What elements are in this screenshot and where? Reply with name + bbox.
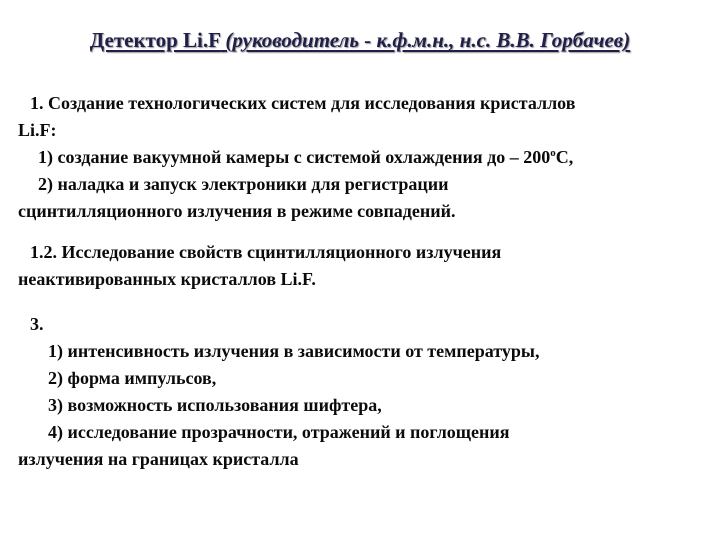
title-lead: Детектор Li.F (89, 28, 221, 52)
section-3-item-3: 3) возможность использования шифтера, (48, 395, 382, 415)
section-3-item-4: 4) исследование прозрачности, отражений и поглощения (48, 422, 510, 442)
section-3-heading: 3. (30, 314, 44, 334)
section-3 (18, 311, 710, 473)
section-3-item-4-cont: излучения на границах кристалла (18, 449, 299, 469)
degree-superscript: o (550, 147, 556, 159)
slide-body (18, 90, 710, 473)
section-2-heading: 1.2. Исследование свойств сцинтилляционного излучения (30, 242, 502, 262)
section-1-item-1-unit: С, (555, 147, 574, 167)
section-1 (18, 90, 710, 225)
section-3-item-2: 2) форма импульсов, (48, 368, 217, 388)
section-2-heading-cont: неактивированных кристаллов Li.F. (18, 269, 316, 289)
section-1-item-1-text: 1) создание вакуумной камеры с системой охлаждения до – 200 (38, 147, 551, 167)
section-1-item-2: 2) наладка и запуск электроники для регистрации (38, 174, 449, 194)
section-2 (18, 239, 710, 293)
section-3-item-1: 1) интенсивность излучения в зависимости от температуры, (48, 341, 540, 361)
section-1-item-1 (30, 144, 710, 171)
spacer (30, 225, 710, 239)
section-1-item-2-cont: сцинтилляционного излучения в режиме совпадений. (18, 201, 456, 221)
section-1-heading: 1. Создание технологических систем для исследования кристаллов (30, 93, 576, 113)
title-supervisor: (руководитель - к.ф.м.н., н.с. В.В. Горбачев) (225, 28, 631, 52)
slide-title (0, 28, 720, 53)
spacer (30, 293, 710, 311)
section-1-heading-cont: Li.F: (18, 120, 57, 140)
